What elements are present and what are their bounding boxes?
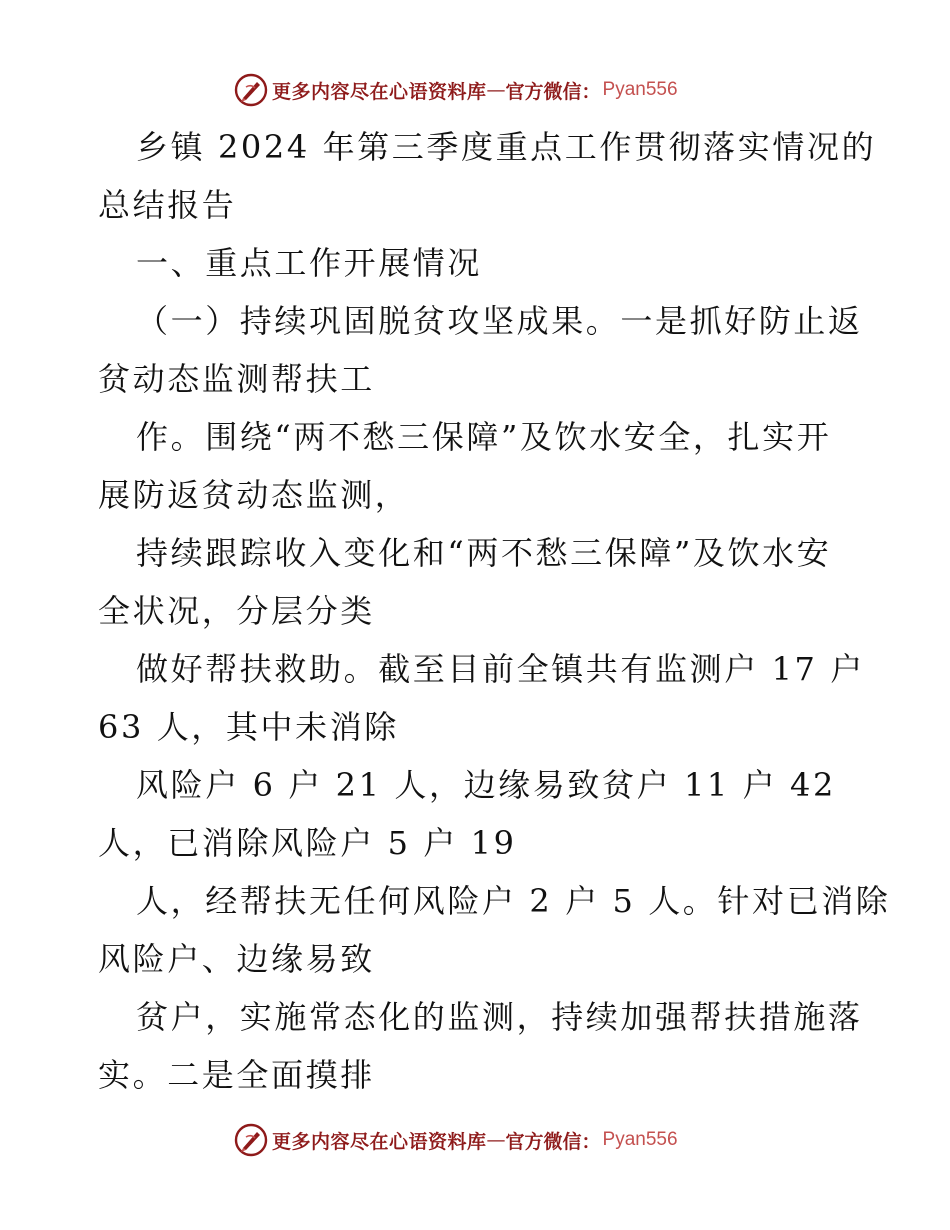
- official-label: 官方微信：: [505, 80, 601, 103]
- doc-line: 风险户、边缘易致: [98, 940, 375, 978]
- doc-line: 乡镇 2024 年第三季度重点工作贯彻落实情况的: [136, 128, 877, 166]
- header-watermark: [234, 70, 678, 110]
- brand-text: 更多内容尽在心语资料库: [272, 80, 487, 103]
- quill-pen-logo-icon: [234, 1123, 268, 1157]
- doc-line: 做好帮扶救助。截至目前全镇共有监测户 17 户: [136, 650, 865, 688]
- brand-dash: —: [486, 1129, 506, 1151]
- doc-line: 风险户 6 户 21 人，边缘易致贫户 11 户 42: [136, 766, 836, 804]
- doc-line: 63 人，其中未消除: [98, 708, 399, 746]
- brand-dash: —: [486, 79, 506, 101]
- doc-line: 人，经帮扶无任何风险户 2 户 5 人。针对已消除: [136, 882, 891, 920]
- doc-line: 贫动态监测帮扶工: [98, 360, 375, 398]
- doc-line: 贫户，实施常态化的监测，持续加强帮扶措施落: [136, 998, 863, 1036]
- doc-line: 一、重点工作开展情况: [136, 244, 483, 282]
- doc-line: 持续跟踪收入变化和“两不愁三保障”及饮水安: [136, 534, 832, 572]
- doc-line: 展防返贫动态监测，: [98, 476, 410, 514]
- doc-line: 全状况，分层分类: [98, 592, 375, 630]
- official-label: 官方微信：: [505, 1130, 601, 1153]
- doc-line: 实。二是全面摸排: [98, 1056, 375, 1094]
- doc-line: （一）持续巩固脱贫攻坚成果。一是抓好防止返: [136, 302, 863, 340]
- doc-line: 总结报告: [98, 186, 237, 224]
- brand-text: 更多内容尽在心语资料库: [272, 1130, 487, 1153]
- doc-line: 人，已消除风险户 5 户 19: [98, 824, 517, 862]
- account-id: Pyan556: [602, 79, 678, 100]
- quill-pen-logo-icon: [234, 73, 268, 107]
- doc-line: 作。围绕“两不愁三保障”及饮水安全，扎实开: [136, 418, 832, 456]
- account-id: Pyan556: [602, 1129, 678, 1150]
- footer-watermark: [234, 1120, 678, 1160]
